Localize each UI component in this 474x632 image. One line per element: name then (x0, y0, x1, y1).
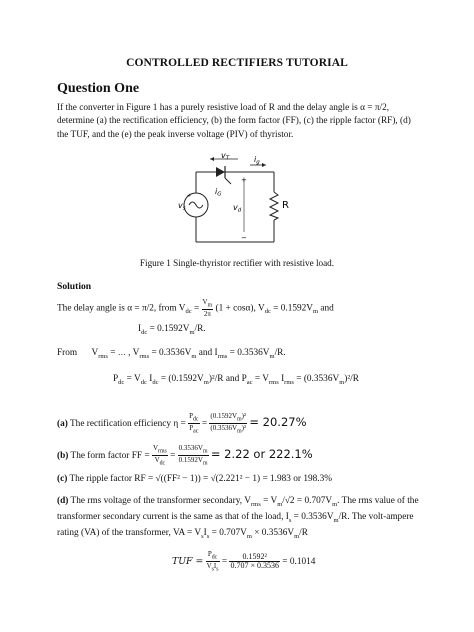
part-a-line: (a) The rectification efficiency η = $\frac{P_{dc}}{P_{ac}}$ = $\frac{(0.1592V_m)^2}{(0.3536V_m)^2}$ = 20.27% (57, 412, 307, 435)
figure-caption: Figure 1 Single-thyristor rectifier with resistive load. (139, 258, 335, 268)
svg-text:vs: vs (178, 201, 186, 212)
question-text: If the converter in Figure 1 has a purely resistive load of R and the delay angle is α = π/2, determine (a) the rectification efficiency, (b) the form factor (FF), (c) the ripple factor (RF), (d) the TUF, and the (e) the peak inverse voltage (PIV) of thyristor. (57, 103, 411, 140)
svg-text:+: + (187, 193, 192, 199)
svg-text:vd: vd (233, 203, 242, 214)
svg-text:+: + (241, 176, 247, 184)
delay-angle-line: The delay angle is α = π/2, from $V_{dc}$ = $\frac{V_m}{2\pi}$ (1 + cosα), $V_{dc} = 0.1592V_m$ and (57, 298, 334, 319)
power-line: $P_{dc} = V_{dc}$ $I_{dc} = (0.1592V_m)^2/R$ and $P_{ac} = V_{rms}$ $I_{rms} = (0.3536V_m)^2/R$ (113, 374, 359, 386)
solution-heading: Solution (57, 281, 92, 292)
svg-text:ig: ig (254, 155, 260, 166)
resistor-icon (270, 192, 278, 220)
svg-text:iG: iG (215, 187, 222, 198)
document-title: CONTROLLED RECTIFIERS TUTORIAL (126, 57, 348, 69)
svg-text:−: − (241, 234, 247, 242)
idc-line: $I_{dc} = 0.1592V_m/R$. (138, 324, 206, 336)
circuit-diagram (178, 150, 296, 250)
part-b-line: (b) The form factor FF = $\frac{V_{rms}}{V_{dc}}$ = $\frac{0.3536V_m}{0.1592V_m}$ = 2.22 or 222.1% (57, 444, 313, 467)
part-c-line: (c) The ripple factor RF = √((FF² − 1)) = √(2.221² − 1) = 1.983 or 198.3% (57, 474, 332, 484)
tuf-line: TUF = $\frac{P_{dc}}{V_sI_s}$ = $\frac{\text{0.1592²}}{0.707 \times 0.3536}$ = 0.1014 (172, 550, 316, 573)
part-d-paragraph: (d) The rms voltage of the transformer secondary, $V_{rms} = V_m/√2 = 0.707V_m$. The rms value of the transformer secondary current is the same as that of the load, $I_s = 0.3536V_m/R$. The volt-ampere rating (VA) of the transformer, VA = $V_sI_s = 0.707V_m \times 0.3536V_m/R$ (57, 496, 419, 541)
question-heading: Question One (57, 81, 140, 96)
thyristor-icon (216, 167, 225, 177)
vrms-line: From $V_{rms}$ = … , $V_{rms} = 0.3536V_m$ and $I_{rms} = 0.3536V_m/R$. (57, 348, 286, 360)
svg-text:R: R (282, 200, 289, 211)
svg-text:vT: vT (221, 151, 230, 162)
